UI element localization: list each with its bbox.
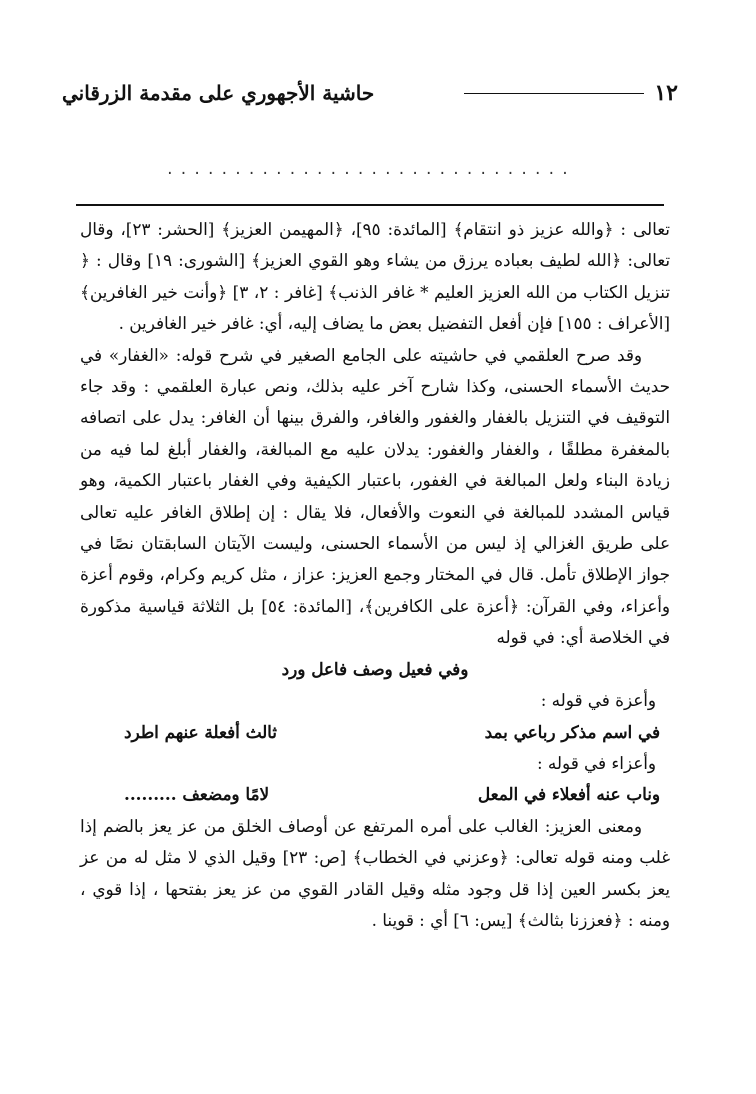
dotted-separator: .............................. [165,162,575,178]
paragraph-2: وقد صرح العلقمي في حاشيته على الجامع الصغير في شرح قوله: «الغفار» في حديث الأسماء الحسنى، وكذا شارح آخر عليه بذلك، ونص عبارة العلقمي : وقد جاء التوقيف في التنزيل بالغفار والغفور والغافر، والفرق بينها أن الغافر: يدل على اتصافه بالمغفرة مطلقًا ، والغفار والغفور: يدلان عليه مع المبالغة، والغفار أبلغ لما فيه من زيادة البناء ولعل المبالغة في الغفور، باعتبار الكيفية وفي الغفار باعتبار الكمية، وهو قياس المشدد للمبالغة في النعوت والأفعال، فلا يقال : إن إطلاق الغافر عليه تعالى على طريق الغزالي إذ ليس من الأسماء الحسنى، وليست الآيتان السابقتان نصًا في جواز الإطلاق تأمل. قال في المختار وجمع العزيز: عزاز ، مثل كريم وكرام، وقوم أعزة وأعزاء، وفي القرآن: ﴿أعزة على الكافرين﴾، [المائدة: ٥٤] بل الثلاثة قياسية مذكورة في الخلاصة أي: في قوله [80,344,670,648]
closing-paragraph: ومعنى العزيز: الغالب على أمره المرتفع عن أوصاف الخلق من عز يعز بالضم إذا غلب ومنه قوله تعالى: ﴿وعزني في الخطاب﴾ [ص: ٢٣] وقيل الذي لا مثل له من عز يعز بكسر العين إذا قل وجود مثله وقيل القادر القوي من عز يعز بفتحها ، إذا قوي ، ومنه : ﴿فعززنا بثالث﴾ [يس: ٦] أي : قوينا . [80,815,671,930]
header-title-group [456,80,678,106]
verse-line-2 [80,717,670,748]
verse-2-left-hemistich: ثالث أفعلة عنهم اطرد [124,721,277,742]
verse-label-1: وأعزة في قوله : [540,690,656,711]
header-rule [464,93,644,94]
footnote-rule [76,204,664,206]
running-title: حاشية الأجهوري على مقدمة الزرقاني [62,81,375,105]
main-text [80,214,670,936]
page-number: ١٢ [654,80,678,106]
verse-line-1: وفي فعيل وصف فاعل ورد [281,658,469,679]
paragraph-1: تعالى : ﴿والله عزيز ذو انتقام﴾ [المائدة: ٩٥]، ﴿المهيمن العزيز﴾ [الحشر: ٢٣]، وقال تعالى: ﴿الله لطيف بعباده يرزق من يشاء وهو القوي العزيز﴾ [الشورى: ١٩] وقال : ﴿ تنزيل الكتاب من الله العزيز العليم * غافر الذنب﴾ [غافر : ٢، ٣] ﴿وأنت خير الغافرين﴾ [الأعراف : ١٥٥] فإن أفعل التفضيل بعض ما يضاف إليه، أي: غافر خير الغافرين . [80,219,670,334]
verse-label-2: وأعزاء في قوله : [536,752,656,773]
verse-2-right-hemistich: في اسم مذكر رباعي بمد [484,721,660,742]
verse-line-3 [80,779,670,810]
page-header [62,76,678,110]
verse-3-right-hemistich: وناب عنه أفعلاء في المعل [477,784,660,805]
verse-3-left-hemistich: لامًا ومضعف ......... [124,784,270,805]
